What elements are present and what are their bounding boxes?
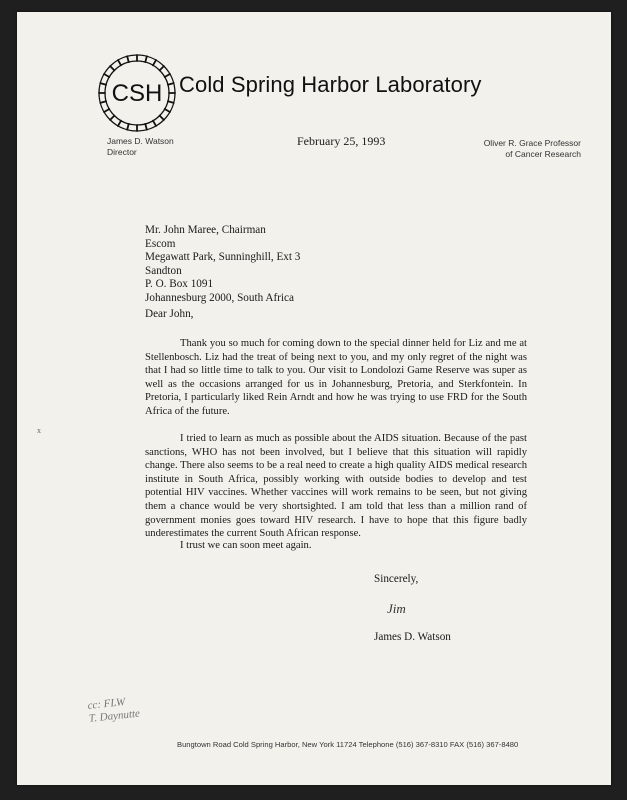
helix-rung bbox=[165, 109, 170, 112]
handwritten-note bbox=[87, 695, 141, 726]
handwritten-line: T. Daynutte bbox=[88, 707, 141, 725]
professor-title-line2: of Cancer Research bbox=[505, 149, 581, 159]
signature: Jim bbox=[387, 601, 406, 616]
recipient-address bbox=[145, 224, 300, 306]
letter-page bbox=[17, 12, 611, 785]
helix-rung bbox=[153, 121, 156, 126]
helix-rung bbox=[118, 60, 121, 65]
handwritten-line: cc: FLW bbox=[87, 696, 126, 712]
helix-rung bbox=[145, 56, 147, 62]
helix-rung bbox=[127, 124, 129, 130]
helix-rung bbox=[165, 74, 170, 77]
helix-rung bbox=[100, 83, 106, 85]
helix-rung bbox=[168, 83, 174, 85]
helix-rung bbox=[168, 101, 174, 103]
recipient-line: Sandton bbox=[145, 264, 182, 277]
body-paragraph: I tried to learn as much as possible about the AIDS situation. Because of the past sanctions, WHO has not been involved, but I believe that this situation will rapidly change. There also seems to be a real need to create a high quality AIDS medical research institute in South Africa, possibly working with outside bodies to develop and test potential HIV vaccines. Whether vaccines will work remains to be seen, but not giving them a chance would be very shortsighted. I am told that less than a million rand of government monies goes toward HIV research. I have to hope that this figure badly underestimates the current South African response. bbox=[145, 433, 527, 540]
helix-rung bbox=[110, 116, 114, 120]
logo-text: CSH bbox=[111, 80, 163, 107]
helix-rung bbox=[110, 66, 114, 70]
helix-rung bbox=[104, 109, 109, 112]
signer-name: James D. Watson bbox=[374, 631, 451, 643]
professor-block bbox=[484, 138, 581, 160]
recipient-line: Mr. John Maree, Chairman bbox=[145, 224, 266, 236]
helix-rung bbox=[160, 116, 164, 120]
salutation: Dear John, bbox=[145, 308, 194, 320]
margin-mark: x bbox=[37, 426, 41, 435]
recipient-line: Johannesburg 2000, South Africa bbox=[145, 291, 294, 304]
recipient-line: Megawatt Park, Sunninghill, Ext 3 bbox=[145, 251, 301, 264]
csh-logo bbox=[92, 48, 182, 138]
helix-rung bbox=[127, 56, 129, 62]
director-title: Director bbox=[107, 147, 137, 157]
letter-date: February 25, 1993 bbox=[297, 134, 386, 148]
body-paragraph: Thank you so much for coming down to the special dinner held for Liz and me at Stellenbosch. Liz had the treat of being next to you, and my only regret of the night was that I had so little time to talk to you. Our visit to Londolozi Game Reserve was super as well as the occasions arranged for us in Johannesburg, Pretoria, and Sterkfontein. In Pretoria, I particularly liked Rein Arndt and how he was trying to use FRD for the South Africa of the future. bbox=[145, 338, 527, 417]
director-name: James D. Watson bbox=[107, 136, 174, 146]
recipient-line: Escom bbox=[145, 237, 176, 250]
professor-title-line1: Oliver R. Grace Professor bbox=[483, 138, 581, 148]
helix-rung bbox=[118, 121, 121, 126]
body-paragraph: I trust we can soon meet again. bbox=[180, 540, 312, 551]
institution-name: Cold Spring Harbor Laboratory bbox=[179, 72, 482, 97]
director-block bbox=[107, 136, 174, 158]
helix-rung bbox=[100, 101, 106, 103]
closing: Sincerely, bbox=[374, 573, 419, 585]
footer-address: Bungtown Road Cold Spring Harbor, New York 11724 Telephone (516) 367-8310 FAX (516) 367-8480 bbox=[177, 740, 519, 749]
helix-rung bbox=[160, 66, 164, 70]
helix-rung bbox=[145, 124, 147, 130]
recipient-line: P. O. Box 1091 bbox=[145, 278, 214, 291]
helix-rung bbox=[153, 60, 156, 65]
helix-rung bbox=[104, 74, 109, 77]
